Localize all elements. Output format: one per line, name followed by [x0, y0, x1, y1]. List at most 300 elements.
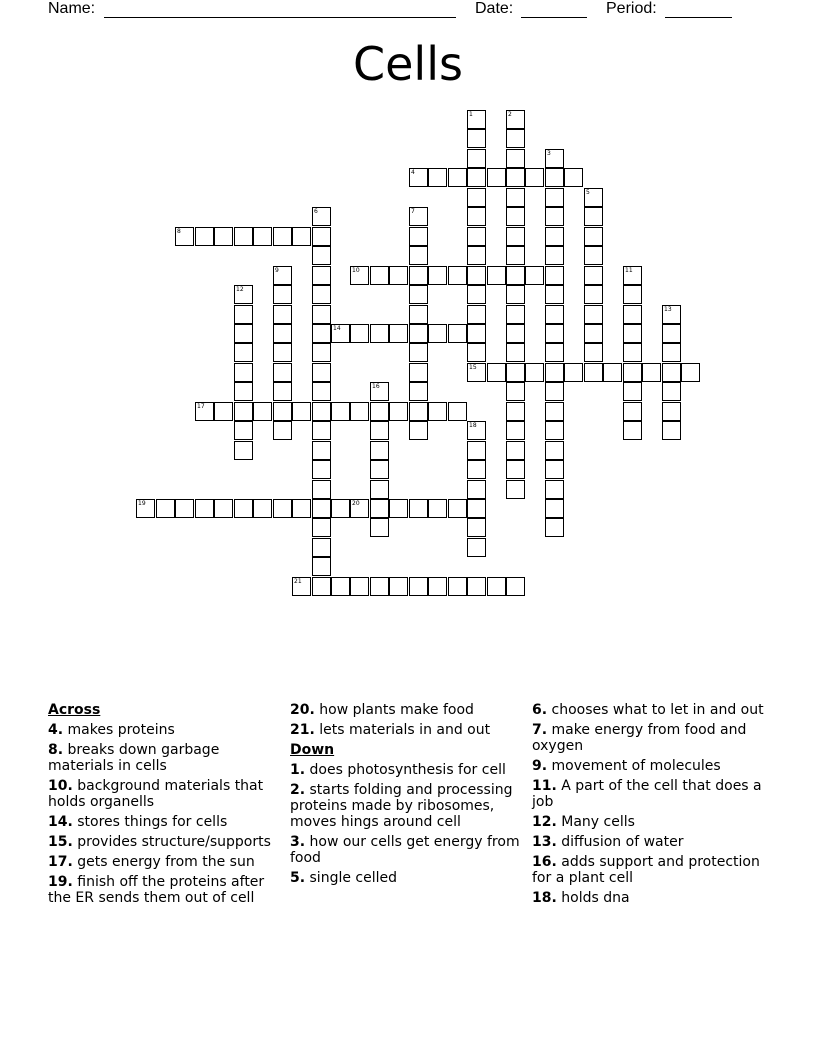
crossword-cell[interactable]: [584, 285, 603, 304]
crossword-cell[interactable]: [448, 324, 467, 343]
crossword-cell[interactable]: [545, 266, 564, 285]
down-clue-list-cont: [532, 702, 768, 906]
across-clue-list: [48, 722, 284, 906]
crossword-cell[interactable]: [273, 499, 292, 518]
crossword-cell[interactable]: [584, 343, 603, 362]
crossword-cell[interactable]: [175, 499, 194, 518]
crossword-cell[interactable]: [312, 343, 331, 362]
crossword-cell[interactable]: [409, 499, 428, 518]
clue-item: [48, 874, 284, 906]
crossword-cell[interactable]: [584, 266, 603, 285]
crossword-cell[interactable]: [175, 227, 194, 246]
clues-column-2: [290, 702, 526, 890]
clue-number: 2: [508, 111, 512, 118]
crossword-cell[interactable]: [662, 363, 681, 382]
crossword-cell[interactable]: [506, 324, 525, 343]
crossword-cell[interactable]: [350, 324, 369, 343]
clue-text: movement of molecules: [547, 758, 721, 774]
crossword-cell[interactable]: [312, 460, 331, 479]
clue-number: 14: [333, 325, 341, 332]
clue-number: 13: [664, 306, 672, 313]
crossword-cell[interactable]: [642, 363, 661, 382]
crossword-cell[interactable]: [545, 168, 564, 187]
crossword-cell[interactable]: [409, 402, 428, 421]
crossword-cell[interactable]: [506, 129, 525, 148]
crossword-cell[interactable]: [448, 266, 467, 285]
clue-text: holds dna: [556, 890, 630, 906]
crossword-cell[interactable]: [312, 382, 331, 401]
crossword-cell[interactable]: [370, 577, 389, 596]
crossword-cell[interactable]: [584, 305, 603, 324]
clue-text: provides structure/supports: [72, 834, 271, 850]
crossword-cell[interactable]: [506, 441, 525, 460]
crossword-cell[interactable]: [312, 324, 331, 343]
crossword-cell[interactable]: [545, 421, 564, 440]
clue-text: makes proteins: [63, 722, 175, 738]
crossword-cell[interactable]: [506, 188, 525, 207]
clue-text: A part of the cell that does a job: [532, 778, 762, 810]
crossword-cell[interactable]: [409, 285, 428, 304]
crossword-cell[interactable]: [389, 577, 408, 596]
crossword-cell[interactable]: [467, 129, 486, 148]
clue-text: make energy from food and oxygen: [532, 722, 747, 754]
crossword-cell[interactable]: [448, 168, 467, 187]
crossword-cell[interactable]: [312, 538, 331, 557]
crossword-cell[interactable]: [506, 305, 525, 324]
crossword-cell[interactable]: [331, 577, 350, 596]
crossword-cell[interactable]: [214, 227, 233, 246]
clue-number: 16: [372, 383, 380, 390]
crossword-cell[interactable]: [273, 324, 292, 343]
crossword-cell[interactable]: [584, 246, 603, 265]
clue-number-label: 15.: [48, 834, 73, 850]
clue-number: 7: [411, 208, 415, 215]
crossword-cell[interactable]: [545, 363, 564, 382]
crossword-cell[interactable]: [214, 499, 233, 518]
crossword-cell[interactable]: [312, 207, 331, 226]
clue-number: 9: [275, 267, 279, 274]
crossword-cell[interactable]: [467, 363, 486, 382]
crossword-cell[interactable]: [214, 402, 233, 421]
crossword-cell[interactable]: [312, 363, 331, 382]
crossword-cell[interactable]: [584, 188, 603, 207]
crossword-cell[interactable]: [467, 188, 486, 207]
crossword-cell[interactable]: [234, 305, 253, 324]
clue-text: diffusion of water: [556, 834, 684, 850]
crossword-cell[interactable]: [428, 499, 447, 518]
crossword-cell[interactable]: [584, 363, 603, 382]
crossword-cell[interactable]: [545, 285, 564, 304]
crossword-cell[interactable]: [234, 363, 253, 382]
clue-item: [532, 890, 768, 906]
crossword-cell[interactable]: [448, 499, 467, 518]
crossword-cell[interactable]: [428, 577, 447, 596]
clue-item: [290, 870, 526, 886]
crossword-cell[interactable]: [467, 460, 486, 479]
clue-item: [532, 702, 768, 718]
clue-text: Many cells: [556, 814, 635, 830]
clue-text: how our cells get energy from food: [290, 834, 520, 866]
clue-number: 10: [352, 267, 360, 274]
date-label: Date:: [475, 0, 514, 17]
crossword-cell[interactable]: [409, 246, 428, 265]
crossword-cell[interactable]: [312, 285, 331, 304]
crossword-cell[interactable]: [273, 363, 292, 382]
clue-number: 8: [177, 228, 181, 235]
crossword-cell[interactable]: [662, 421, 681, 440]
clue-number: 19: [138, 500, 146, 507]
crossword-cell[interactable]: [234, 343, 253, 362]
crossword-cell[interactable]: [312, 557, 331, 576]
clues-column-1: [48, 702, 284, 910]
crossword-cell[interactable]: [273, 421, 292, 440]
crossword-cell[interactable]: [292, 577, 311, 596]
crossword-cell[interactable]: [545, 402, 564, 421]
crossword-cell[interactable]: [662, 402, 681, 421]
crossword-cell[interactable]: [389, 499, 408, 518]
crossword-cell[interactable]: [545, 499, 564, 518]
crossword-cell[interactable]: [584, 207, 603, 226]
clue-text: finish off the proteins after the ER sends them out of cell: [48, 874, 265, 906]
crossword-cell[interactable]: [525, 266, 544, 285]
crossword-cell[interactable]: [370, 460, 389, 479]
name-label: Name:: [48, 0, 96, 17]
crossword-cell[interactable]: [370, 499, 389, 518]
clue-item: [532, 722, 768, 754]
clues-column-3: [532, 702, 768, 910]
crossword-cell[interactable]: [292, 402, 311, 421]
crossword-cell[interactable]: [623, 324, 642, 343]
crossword-cell[interactable]: [467, 499, 486, 518]
clue-number: 12: [236, 286, 244, 293]
crossword-cell[interactable]: [487, 168, 506, 187]
crossword-cell[interactable]: [506, 227, 525, 246]
clue-number-label: 2.: [290, 782, 306, 798]
crossword-cell[interactable]: [273, 382, 292, 401]
crossword-cell[interactable]: [545, 324, 564, 343]
crossword-cell[interactable]: [389, 324, 408, 343]
crossword-cell[interactable]: [467, 305, 486, 324]
across-clue-list-cont: [290, 702, 526, 738]
crossword-cell[interactable]: [273, 227, 292, 246]
crossword-cell[interactable]: [234, 441, 253, 460]
clue-number: 20: [352, 500, 360, 507]
across-heading: Across: [48, 702, 101, 718]
crossword-cell[interactable]: [506, 149, 525, 168]
clue-number-label: 17.: [48, 854, 73, 870]
crossword-cell[interactable]: [350, 499, 369, 518]
crossword-cell[interactable]: [564, 168, 583, 187]
crossword-cell[interactable]: [545, 246, 564, 265]
crossword-cell[interactable]: [409, 207, 428, 226]
crossword-cell[interactable]: [467, 285, 486, 304]
clue-item: [48, 814, 284, 830]
crossword-cell[interactable]: [525, 168, 544, 187]
clue-number: 17: [197, 403, 205, 410]
crossword-cell[interactable]: [234, 382, 253, 401]
crossword-cell[interactable]: [312, 305, 331, 324]
crossword-cell[interactable]: [292, 499, 311, 518]
crossword-cell[interactable]: [487, 363, 506, 382]
clue-number: 11: [625, 267, 633, 274]
clue-item: [532, 778, 768, 810]
crossword-cell[interactable]: [467, 343, 486, 362]
crossword-cell[interactable]: [234, 421, 253, 440]
clue-number: 5: [586, 189, 590, 196]
down-heading: Down: [290, 742, 335, 758]
crossword-cell[interactable]: [409, 305, 428, 324]
crossword-cell[interactable]: [662, 324, 681, 343]
crossword-cell[interactable]: [506, 207, 525, 226]
clue-item: [532, 834, 768, 850]
crossword-cell[interactable]: [312, 402, 331, 421]
crossword-cell[interactable]: [467, 480, 486, 499]
clue-number: 6: [314, 208, 318, 215]
crossword-cell[interactable]: [467, 441, 486, 460]
clue-text: background materials that holds organells: [48, 778, 264, 810]
period-label: Period:: [606, 0, 657, 17]
crossword-cell[interactable]: [312, 441, 331, 460]
crossword-cell[interactable]: [370, 266, 389, 285]
clue-text: chooses what to let in and out: [547, 702, 764, 718]
crossword-cell[interactable]: [409, 324, 428, 343]
crossword-cell[interactable]: [312, 480, 331, 499]
crossword-cell[interactable]: [467, 110, 486, 129]
crossword-cell[interactable]: [428, 324, 447, 343]
crossword-cell[interactable]: [273, 285, 292, 304]
crossword-cell[interactable]: [409, 363, 428, 382]
crossword-cell[interactable]: [467, 324, 486, 343]
crossword-cell[interactable]: [506, 168, 525, 187]
crossword-cell[interactable]: [467, 421, 486, 440]
crossword-cell[interactable]: [584, 227, 603, 246]
crossword-cell[interactable]: [506, 460, 525, 479]
crossword-cell[interactable]: [370, 421, 389, 440]
crossword-cell[interactable]: [350, 577, 369, 596]
crossword-cell[interactable]: [623, 363, 642, 382]
clue-item: [532, 814, 768, 830]
crossword-cell[interactable]: [156, 499, 175, 518]
crossword-cell[interactable]: [623, 421, 642, 440]
clue-number-label: 8.: [48, 742, 64, 758]
crossword-cell[interactable]: [331, 324, 350, 343]
clue-text: starts folding and processing proteins made by ribosomes, moves hings around cell: [290, 782, 513, 830]
crossword-cell[interactable]: [506, 266, 525, 285]
crossword-cell[interactable]: [506, 363, 525, 382]
crossword-cell[interactable]: [681, 363, 700, 382]
crossword-cell[interactable]: [370, 324, 389, 343]
crossword-cell[interactable]: [467, 538, 486, 557]
crossword-cell[interactable]: [253, 499, 272, 518]
clue-item: [290, 762, 526, 778]
crossword-cell[interactable]: [253, 402, 272, 421]
crossword-cell[interactable]: [234, 499, 253, 518]
clue-text: lets materials in and out: [314, 722, 491, 738]
crossword-cell[interactable]: [623, 402, 642, 421]
crossword-cell[interactable]: [234, 285, 253, 304]
crossword-cell[interactable]: [234, 402, 253, 421]
crossword-cell[interactable]: [409, 168, 428, 187]
crossword-cell[interactable]: [506, 480, 525, 499]
crossword-cell[interactable]: [545, 460, 564, 479]
crossword-cell[interactable]: [467, 518, 486, 537]
clue-item: [48, 778, 284, 810]
crossword-cell[interactable]: [506, 421, 525, 440]
page-title: Cells: [353, 37, 463, 91]
crossword-cell[interactable]: [545, 441, 564, 460]
crossword-cell[interactable]: [428, 402, 447, 421]
crossword-cell[interactable]: [312, 577, 331, 596]
crossword-cell[interactable]: [506, 343, 525, 362]
crossword-cell[interactable]: [409, 382, 428, 401]
crossword-cell[interactable]: [545, 305, 564, 324]
clue-number: 3: [547, 150, 551, 157]
crossword-cell[interactable]: [312, 227, 331, 246]
crossword-cell[interactable]: [409, 343, 428, 362]
clue-item: [48, 742, 284, 774]
clue-number-label: 1.: [290, 762, 306, 778]
crossword-cell[interactable]: [545, 188, 564, 207]
clue-item: [290, 782, 526, 830]
clue-number-label: 18.: [532, 890, 557, 906]
crossword-cell[interactable]: [350, 402, 369, 421]
crossword-cell[interactable]: [506, 402, 525, 421]
clue-item: [290, 702, 526, 718]
crossword-cell[interactable]: [370, 441, 389, 460]
crossword-cell[interactable]: [292, 227, 311, 246]
crossword-cell[interactable]: [487, 266, 506, 285]
crossword-cell[interactable]: [623, 305, 642, 324]
clue-item: [532, 854, 768, 886]
clue-number-label: 7.: [532, 722, 548, 738]
crossword-cell[interactable]: [545, 480, 564, 499]
crossword-cell[interactable]: [467, 168, 486, 187]
crossword-cell[interactable]: [662, 382, 681, 401]
crossword-cell[interactable]: [623, 343, 642, 362]
crossword-cell[interactable]: [545, 518, 564, 537]
crossword-cell[interactable]: [545, 227, 564, 246]
crossword-cell[interactable]: [487, 577, 506, 596]
crossword-cell[interactable]: [234, 227, 253, 246]
clue-number: 18: [469, 422, 477, 429]
clue-text: adds support and protection for a plant cell: [532, 854, 760, 886]
crossword-cell[interactable]: [467, 266, 486, 285]
crossword-cell[interactable]: [623, 266, 642, 285]
crossword-cell[interactable]: [564, 363, 583, 382]
clue-number: 21: [294, 578, 302, 585]
crossword-cell[interactable]: [350, 266, 369, 285]
crossword-cell[interactable]: [506, 577, 525, 596]
crossword-cell[interactable]: [409, 577, 428, 596]
crossword-cell[interactable]: [428, 168, 447, 187]
crossword-cell[interactable]: [545, 207, 564, 226]
crossword-cell[interactable]: [195, 402, 214, 421]
clue-number-label: 19.: [48, 874, 73, 890]
crossword-cell[interactable]: [370, 518, 389, 537]
crossword-cell[interactable]: [409, 421, 428, 440]
crossword-cell[interactable]: [389, 402, 408, 421]
clue-text: breaks down garbage materials in cells: [48, 742, 220, 774]
clue-item: [48, 722, 284, 738]
clue-number-label: 11.: [532, 778, 557, 794]
crossword-cell[interactable]: [448, 577, 467, 596]
crossword-cell[interactable]: [370, 402, 389, 421]
clue-number: 15: [469, 364, 477, 371]
crossword-cell[interactable]: [623, 382, 642, 401]
crossword-cell[interactable]: [467, 577, 486, 596]
clue-number-label: 4.: [48, 722, 64, 738]
crossword-cell[interactable]: [273, 266, 292, 285]
crossword-cell[interactable]: [409, 227, 428, 246]
crossword-cell[interactable]: [253, 227, 272, 246]
crossword-cell[interactable]: [195, 499, 214, 518]
crossword-cell[interactable]: [409, 266, 428, 285]
crossword-cell[interactable]: [506, 246, 525, 265]
crossword-cell[interactable]: [312, 421, 331, 440]
crossword-cell[interactable]: [428, 266, 447, 285]
clue-item: [532, 758, 768, 774]
crossword-cell[interactable]: [623, 285, 642, 304]
crossword-cell[interactable]: [545, 149, 564, 168]
crossword-cell[interactable]: [331, 402, 350, 421]
crossword-cell[interactable]: [525, 363, 544, 382]
crossword-cell[interactable]: [195, 227, 214, 246]
crossword-cell[interactable]: [312, 266, 331, 285]
clue-number-label: 20.: [290, 702, 315, 718]
crossword-cell[interactable]: [273, 402, 292, 421]
crossword-cell[interactable]: [603, 363, 622, 382]
clue-number-label: 13.: [532, 834, 557, 850]
clue-number-label: 6.: [532, 702, 548, 718]
clue-text: stores things for cells: [72, 814, 228, 830]
crossword-cell[interactable]: [467, 227, 486, 246]
crossword-cell[interactable]: [273, 305, 292, 324]
crossword-cell[interactable]: [312, 246, 331, 265]
crossword-cell[interactable]: [312, 499, 331, 518]
crossword-cell[interactable]: [584, 324, 603, 343]
clue-item: [48, 834, 284, 850]
crossword-cell[interactable]: [389, 266, 408, 285]
clue-text: does photosynthesis for cell: [305, 762, 506, 778]
crossword-cell[interactable]: [370, 382, 389, 401]
crossword-cell[interactable]: [448, 402, 467, 421]
crossword-cell[interactable]: [662, 343, 681, 362]
crossword-cell[interactable]: [467, 149, 486, 168]
crossword-cell[interactable]: [467, 207, 486, 226]
crossword-cell[interactable]: [331, 499, 350, 518]
clue-number: 4: [411, 169, 415, 176]
crossword-cell[interactable]: [136, 499, 155, 518]
clue-number-label: 21.: [290, 722, 315, 738]
crossword-cell[interactable]: [506, 285, 525, 304]
clue-number-label: 5.: [290, 870, 306, 886]
crossword-cell[interactable]: [662, 305, 681, 324]
crossword-cell[interactable]: [506, 382, 525, 401]
down-clue-list: [290, 762, 526, 886]
crossword-cell[interactable]: [467, 246, 486, 265]
crossword-cell[interactable]: [273, 343, 292, 362]
crossword-cell[interactable]: [234, 324, 253, 343]
clue-number-label: 16.: [532, 854, 557, 870]
clue-number-label: 14.: [48, 814, 73, 830]
crossword-cell[interactable]: [506, 110, 525, 129]
clue-item: [290, 722, 526, 738]
crossword-cell[interactable]: [545, 343, 564, 362]
crossword-cell[interactable]: [545, 382, 564, 401]
crossword-cell[interactable]: [312, 518, 331, 537]
clue-number-label: 9.: [532, 758, 548, 774]
crossword-cell[interactable]: [370, 480, 389, 499]
